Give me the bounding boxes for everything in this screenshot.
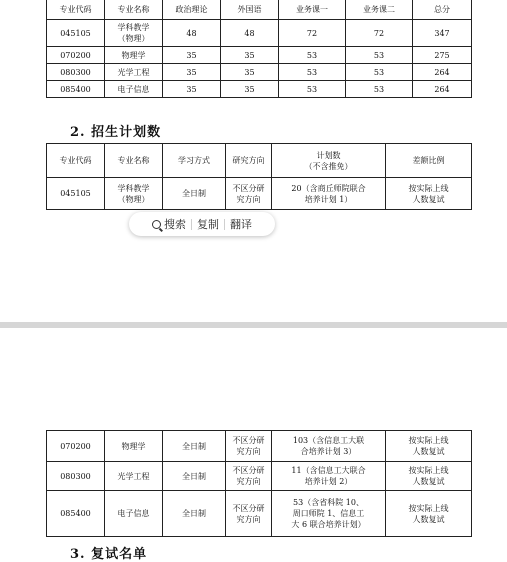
table-row: [47, 462, 472, 491]
table-cell: 全日制: [163, 431, 226, 462]
table-cell: 电子信息: [105, 491, 163, 537]
table-header-row: [47, 0, 472, 20]
table-cell: 不区分研 究方向: [226, 491, 272, 537]
table-cell: 070200: [47, 47, 105, 64]
table-cell: 电子信息: [105, 81, 163, 98]
page-separator: [0, 322, 507, 328]
enrollment-plan-table-continued: [46, 430, 472, 537]
table-cell: 35: [163, 81, 221, 98]
table-cell: 045105: [47, 20, 105, 47]
table-cell: 35: [221, 81, 279, 98]
column-header: 外国语: [221, 0, 279, 20]
table-cell: 085400: [47, 491, 105, 537]
section-heading-enrollment-plan: 2. 招生计划数: [70, 125, 162, 140]
table-cell: 53: [279, 81, 346, 98]
table-cell: 学科教学 （物理）: [105, 20, 163, 47]
table-cell: 080300: [47, 64, 105, 81]
table-cell: 53: [346, 64, 413, 81]
column-header: 政治理论: [163, 0, 221, 20]
translate-button[interactable]: [225, 216, 257, 232]
table-cell: 光学工程: [105, 462, 163, 491]
table-cell: 53: [346, 47, 413, 64]
table-cell: 全日制: [163, 462, 226, 491]
table-cell: 72: [279, 20, 346, 47]
table-cell: 53: [279, 64, 346, 81]
table-cell: 045105: [47, 178, 105, 210]
table-cell: 35: [221, 64, 279, 81]
table-cell: 按实际上线 人数复试: [386, 462, 472, 491]
column-header: 业务课二: [346, 0, 413, 20]
copy-label: 复制: [197, 218, 219, 231]
table-row: [47, 431, 472, 462]
table-cell: 35: [163, 64, 221, 81]
enrollment-plan-table: [46, 143, 472, 210]
table-row: [47, 178, 472, 210]
table-cell: 347: [413, 20, 472, 47]
table-cell: 不区分研 究方向: [226, 462, 272, 491]
table-cell: 11（含信息工大联合 培养计划 2）: [272, 462, 386, 491]
table-cell: 不区分研 究方向: [226, 431, 272, 462]
table-header-row: [47, 144, 472, 178]
table-cell: 080300: [47, 462, 105, 491]
table-cell: 物理学: [105, 431, 163, 462]
column-header: 业务课一: [279, 0, 346, 20]
table-cell: 48: [163, 20, 221, 47]
table-cell: 按实际上线 人数复试: [386, 491, 472, 537]
column-header: 专业代码: [47, 144, 105, 178]
search-icon: [152, 220, 161, 229]
table-cell: 264: [413, 81, 472, 98]
table-cell: 20（含商丘师院联合 培养计划 1）: [272, 178, 386, 210]
table-cell: 53: [346, 81, 413, 98]
table-cell: 070200: [47, 431, 105, 462]
column-header: 专业名称: [105, 0, 163, 20]
column-header: 专业名称: [105, 144, 163, 178]
score-table: [46, 0, 472, 98]
table-cell: 全日制: [163, 178, 226, 210]
column-header: 总分: [413, 0, 472, 20]
copy-button[interactable]: [192, 216, 224, 232]
table-row: [47, 64, 472, 81]
table-row: [47, 81, 472, 98]
table-cell: 光学工程: [105, 64, 163, 81]
table-cell: 按实际上线 人数复试: [386, 431, 472, 462]
translate-label: 翻译: [230, 218, 252, 231]
column-header: 计划数 （不含推免）: [272, 144, 386, 178]
table-row: [47, 20, 472, 47]
table-cell: 103（含信息工大联 合培养计划 3）: [272, 431, 386, 462]
table-cell: 物理学: [105, 47, 163, 64]
table-cell: 不区分研 究方向: [226, 178, 272, 210]
table-cell: 35: [221, 47, 279, 64]
table-cell: 72: [346, 20, 413, 47]
table-cell: 53（含省科院 10、 周口师院 1、信息工 大 6 联合培养计划）: [272, 491, 386, 537]
search-label: 搜索: [164, 218, 186, 231]
table-cell: 53: [279, 47, 346, 64]
table-cell: 48: [221, 20, 279, 47]
table-cell: 35: [163, 47, 221, 64]
text-selection-popup: [129, 212, 275, 236]
table-cell: 学科教学 （物理）: [105, 178, 163, 210]
table-cell: 264: [413, 64, 472, 81]
search-button[interactable]: [147, 216, 191, 232]
column-header: 研究方向: [226, 144, 272, 178]
column-header: 专业代码: [47, 0, 105, 20]
table-cell: 275: [413, 47, 472, 64]
table-row: [47, 491, 472, 537]
table-cell: 按实际上线 人数复试: [386, 178, 472, 210]
column-header: 差额比例: [386, 144, 472, 178]
table-cell: 全日制: [163, 491, 226, 537]
table-cell: 085400: [47, 81, 105, 98]
section-heading-retest-list: 3. 复试名单: [70, 547, 148, 562]
column-header: 学习方式: [163, 144, 226, 178]
table-row: [47, 47, 472, 64]
